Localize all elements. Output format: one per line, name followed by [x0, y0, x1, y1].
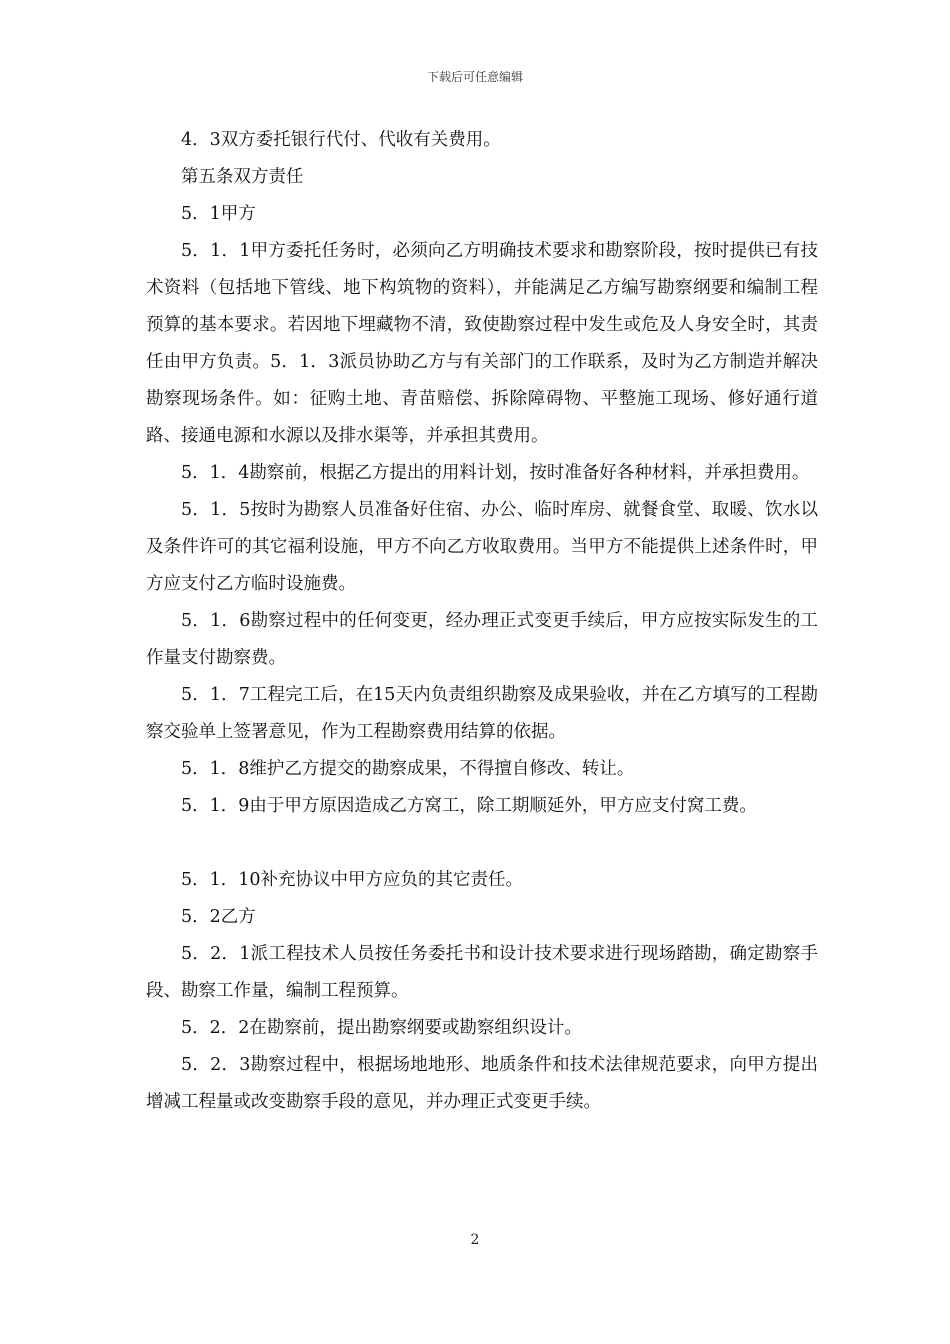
paragraph-5-1-7: 5．1．7工程完工后，在15天内负责组织勘察及成果验收，并在乙方填写的工程勘察交验单上签署意见，作为工程勘察费用结算的依据。: [146, 685, 818, 742]
paragraph-5-1-5: 5．1．5按时为勘察人员准备好住宿、办公、临时库房、就餐食堂、取暖、饮水以及条件许可的其它福利设施，甲方不向乙方收取费用。当甲方不能提供上述条件时，甲方应支付乙方临时设施费。: [146, 500, 818, 594]
page-header: 下载后可任意编辑: [426, 70, 523, 84]
subsection-heading-5-1: 5．1甲方: [181, 204, 256, 224]
document-body: [146, 122, 818, 1121]
paragraph-5-2-3: 5．2．3勘察过程中，根据场地地形、地质条件和技术法律规范要求，向甲方提出增减工程量或改变勘察手段的意见，并办理正式变更手续。: [146, 1055, 818, 1112]
subsection-heading-5-2: 5．2乙方: [181, 907, 256, 927]
paragraph-5-1-8: 5．1．8维护乙方提交的勘察成果，不得擅自修改、转让。: [181, 759, 635, 779]
paragraph-5-1-6: 5．1．6勘察过程中的任何变更，经办理正式变更手续后，甲方应按实际发生的工作量支付勘察费。: [146, 611, 818, 668]
paragraph-5-2-1: 5．2．1派工程技术人员按任务委托书和设计技术要求进行现场踏勘，确定勘察手段、勘察工作量，编制工程预算。: [146, 944, 818, 1001]
section-heading-article-5: 第五条双方责任: [181, 167, 304, 187]
blank-line: [146, 825, 818, 862]
paragraph-5-1-4: 5．1．4勘察前，根据乙方提出的用料计划，按时准备好各种材料，并承担费用。: [181, 463, 810, 483]
paragraph-5-1-10: 5．1．10补充协议中甲方应负的其它责任。: [181, 870, 524, 890]
paragraph-5-1-9: 5．1．9由于甲方原因造成乙方窝工，除工期顺延外，甲方应支付窝工费。: [181, 796, 757, 816]
page-number: 2: [470, 1232, 480, 1248]
paragraph-5-2-2: 5．2．2在勘察前，提出勘察纲要或勘察组织设计。: [181, 1018, 582, 1038]
paragraph-4-3: 4．3双方委托银行代付、代收有关费用。: [181, 130, 501, 150]
paragraph-5-1-1: 5．1．1甲方委托任务时，必须向乙方明确技术要求和勘察阶段，按时提供已有技术资料（包括地下管线、地下构筑物的资料），并能满足乙方编写勘察纲要和编制工程预算的基本要求。若因地下埋藏物不清，致使勘察过程中发生或危及人身安全时，其责任由甲方负责。5．1．3派员协助乙方与有关部门的工作联系，及时为乙方制造并解决勘察现场条件。如：征购土地、青苗赔偿、拆除障碍物、平整施工现场、修好通行道路、接通电源和水源以及排水渠等，并承担其费用。: [146, 241, 818, 446]
